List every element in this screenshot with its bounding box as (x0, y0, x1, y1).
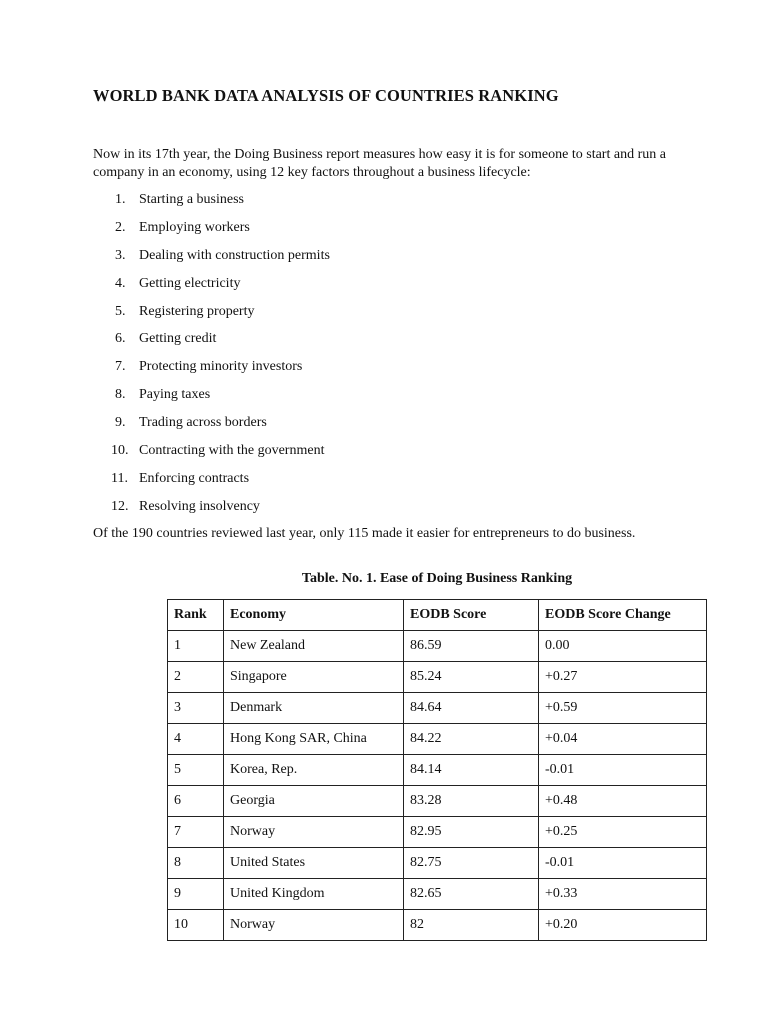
cell-eodb-score: 82.95 (404, 817, 539, 848)
list-item (93, 302, 330, 330)
factor-list (93, 190, 330, 525)
list-item-number: 12. (111, 498, 129, 514)
list-item (93, 274, 330, 302)
cell-eodb-score: 83.28 (404, 786, 539, 817)
cell-economy: Singapore (224, 662, 404, 693)
cell-eodb-score-change: 0.00 (539, 631, 707, 662)
list-item-text: Dealing with construction permits (139, 247, 330, 263)
cell-eodb-score: 84.22 (404, 724, 539, 755)
cell-eodb-score-change: -0.01 (539, 755, 707, 786)
list-item-number: 5. (115, 303, 126, 319)
table-row (168, 693, 707, 724)
list-item-number: 9. (115, 415, 126, 431)
list-item-number: 8. (115, 387, 126, 403)
list-item-text: Trading across borders (139, 415, 267, 431)
list-item-number: 7. (115, 359, 126, 375)
list-item-number: 11. (111, 470, 128, 486)
outro-paragraph: Of the 190 countries reviewed last year, only 115 made it easier for entrepreneurs to do business. (93, 526, 636, 541)
list-item (93, 190, 330, 218)
cell-eodb-score-change: +0.59 (539, 693, 707, 724)
list-item-text: Enforcing contracts (139, 470, 250, 486)
table-caption: Table. No. 1. Ease of Doing Business Ranking (301, 571, 573, 586)
cell-economy: New Zealand (224, 631, 404, 662)
list-item (93, 469, 330, 497)
list-item (93, 218, 330, 246)
cell-economy: Georgia (224, 786, 404, 817)
cell-economy: Hong Kong SAR, China (224, 724, 404, 755)
table-row (168, 848, 707, 879)
cell-rank: 10 (168, 910, 224, 941)
cell-eodb-score-change: +0.25 (539, 817, 707, 848)
list-item-text: Employing workers (139, 219, 250, 235)
cell-rank: 7 (168, 817, 224, 848)
cell-eodb-score: 86.59 (404, 631, 539, 662)
cell-economy: Norway (224, 910, 404, 941)
table-row (168, 662, 707, 693)
list-item-text: Paying taxes (139, 387, 211, 403)
cell-rank: 9 (168, 879, 224, 910)
cell-rank: 6 (168, 786, 224, 817)
list-item (93, 246, 330, 274)
header-eodb-score-change: EODB Score Change (539, 600, 707, 631)
list-item-text: Contracting with the government (139, 443, 325, 459)
list-item-number: 1. (115, 192, 126, 207)
list-item (93, 329, 330, 357)
cell-eodb-score: 85.24 (404, 662, 539, 693)
header-eodb-score: EODB Score (404, 600, 539, 631)
list-item (93, 441, 330, 469)
list-item-number: 10. (111, 443, 129, 459)
cell-economy: Korea, Rep. (224, 755, 404, 786)
list-item-number: 2. (115, 219, 126, 235)
list-item (93, 497, 330, 525)
cell-eodb-score: 84.64 (404, 693, 539, 724)
ranking-table (167, 599, 707, 941)
cell-rank: 3 (168, 693, 224, 724)
cell-rank: 8 (168, 848, 224, 879)
list-item-text: Getting electricity (139, 275, 241, 291)
table-row (168, 631, 707, 662)
list-item-text: Getting credit (139, 331, 217, 347)
document-title: WORLD BANK DATA ANALYSIS OF COUNTRIES RANKING (93, 86, 559, 105)
table-row (168, 879, 707, 910)
list-item-text: Registering property (139, 303, 255, 319)
table-header-row (168, 600, 707, 631)
header-economy: Economy (224, 600, 404, 631)
list-item (93, 413, 330, 441)
intro-paragraph: Now in its 17th year, the Doing Business report measures how easy it is for someone to start and run a company in an economy, using 12 key factors throughout a business lifecycle: (93, 147, 666, 180)
header-rank: Rank (168, 600, 224, 631)
table-row (168, 724, 707, 755)
list-item-text: Starting a business (139, 192, 244, 207)
cell-eodb-score: 82 (404, 910, 539, 941)
cell-eodb-score-change: -0.01 (539, 848, 707, 879)
cell-eodb-score: 84.14 (404, 755, 539, 786)
cell-economy: United States (224, 848, 404, 879)
cell-economy: Norway (224, 817, 404, 848)
list-item-text: Resolving insolvency (139, 498, 260, 514)
table-row (168, 755, 707, 786)
cell-rank: 4 (168, 724, 224, 755)
table-body (168, 631, 707, 941)
cell-eodb-score-change: +0.27 (539, 662, 707, 693)
cell-eodb-score: 82.65 (404, 879, 539, 910)
cell-eodb-score-change: +0.04 (539, 724, 707, 755)
cell-eodb-score: 82.75 (404, 848, 539, 879)
cell-economy: United Kingdom (224, 879, 404, 910)
cell-eodb-score-change: +0.33 (539, 879, 707, 910)
cell-rank: 2 (168, 662, 224, 693)
cell-eodb-score-change: +0.48 (539, 786, 707, 817)
list-item (93, 385, 330, 413)
list-item-text: Protecting minority investors (139, 359, 303, 375)
cell-eodb-score-change: +0.20 (539, 910, 707, 941)
table-row (168, 910, 707, 941)
list-item-number: 6. (115, 331, 126, 347)
table-row (168, 817, 707, 848)
cell-rank: 1 (168, 631, 224, 662)
cell-economy: Denmark (224, 693, 404, 724)
list-item-number: 4. (115, 275, 126, 291)
list-item (93, 357, 330, 385)
cell-rank: 5 (168, 755, 224, 786)
list-item-number: 3. (115, 247, 126, 263)
table-row (168, 786, 707, 817)
